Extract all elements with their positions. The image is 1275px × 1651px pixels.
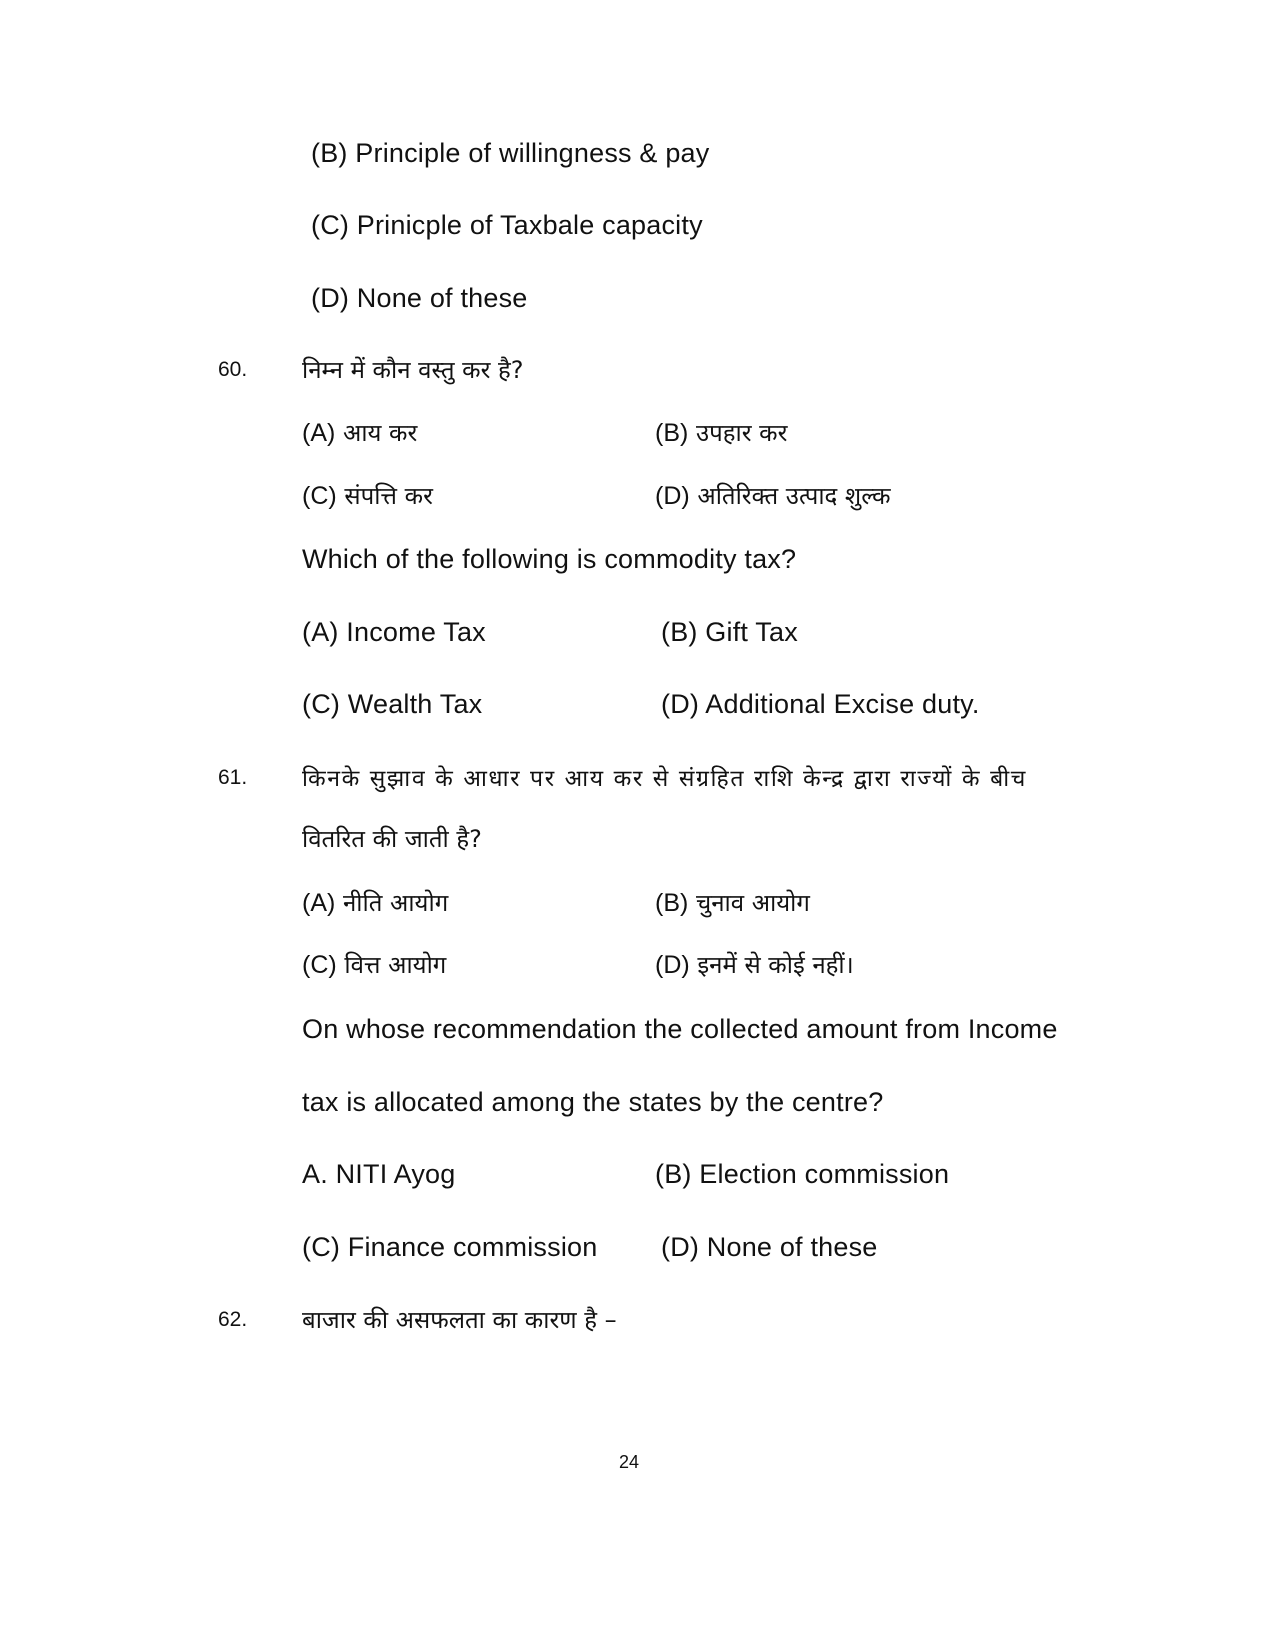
q60-hindi-option-b bbox=[655, 416, 787, 449]
q60-hindi-option-c bbox=[302, 479, 433, 512]
q60-hindi-option-d bbox=[655, 479, 891, 512]
option-label: (D) bbox=[655, 482, 690, 510]
q60-english-option-c: (C) Wealth Tax bbox=[302, 689, 483, 719]
q59-option-b: (B) Principle of willingness & pay bbox=[311, 138, 710, 168]
q60-english-option-b: (B) Gift Tax bbox=[661, 617, 798, 647]
option-text: संपत्ति कर bbox=[344, 482, 433, 510]
q61-english-question-line1: On whose recommendation the collected amount from Income bbox=[302, 1014, 1058, 1044]
option-text: आय कर bbox=[342, 419, 418, 447]
q60-hindi-option-a bbox=[302, 416, 417, 449]
q61-hindi-question-line2: वितरित की जाती है? bbox=[302, 825, 482, 853]
q60-english-option-d: (D) Additional Excise duty. bbox=[661, 689, 980, 719]
q61-hindi-question-line1: किनके सुझाव के आधार पर आय कर से संग्रहित राशि केन्द्र द्वारा राज्यों के बीच bbox=[302, 766, 1027, 792]
q61-hindi-option-c bbox=[302, 948, 446, 981]
q59-option-c: (C) Prinicple of Taxbale capacity bbox=[311, 210, 703, 240]
option-label: (A) bbox=[302, 419, 336, 447]
q61-hindi-option-d bbox=[655, 948, 854, 981]
option-text: चुनाव आयोग bbox=[695, 889, 810, 917]
q61-hindi-option-a bbox=[302, 886, 448, 919]
option-label: (C) bbox=[302, 951, 337, 979]
q62-number: 62. bbox=[218, 1308, 248, 1331]
q61-english-option-d: (D) None of these bbox=[661, 1232, 878, 1262]
option-text: वित्त आयोग bbox=[344, 951, 447, 979]
option-text: अतिरिक्त उत्पाद शुल्क bbox=[697, 482, 891, 510]
q60-number: 60. bbox=[218, 358, 248, 381]
option-text: इनमें से कोई नहीं। bbox=[697, 951, 854, 979]
q61-number: 61. bbox=[218, 766, 248, 789]
q62-hindi-question: बाजार की असफलता का कारण है – bbox=[302, 1306, 617, 1334]
option-text: उपहार कर bbox=[695, 419, 788, 447]
q60-english-question: Which of the following is commodity tax? bbox=[302, 544, 797, 574]
option-label: (A) bbox=[302, 889, 336, 917]
q61-hindi-option-b bbox=[655, 886, 810, 919]
q61-english-option-b: (B) Election commission bbox=[655, 1159, 950, 1189]
option-label: (B) bbox=[655, 419, 689, 447]
option-label: (C) bbox=[302, 482, 337, 510]
q61-english-question-line2: tax is allocated among the states by the centre? bbox=[302, 1087, 884, 1117]
option-label: (D) bbox=[655, 951, 690, 979]
option-label: (B) bbox=[655, 889, 689, 917]
q59-option-d: (D) None of these bbox=[311, 283, 528, 313]
q61-english-option-c: (C) Finance commission bbox=[302, 1232, 598, 1262]
page-number: 24 bbox=[619, 1452, 640, 1472]
q61-english-option-a: A. NITI Ayog bbox=[302, 1159, 456, 1189]
q60-english-option-a: (A) Income Tax bbox=[302, 617, 486, 647]
option-text: नीति आयोग bbox=[342, 889, 449, 917]
q60-hindi-question: निम्न में कौन वस्तु कर है? bbox=[302, 356, 524, 384]
